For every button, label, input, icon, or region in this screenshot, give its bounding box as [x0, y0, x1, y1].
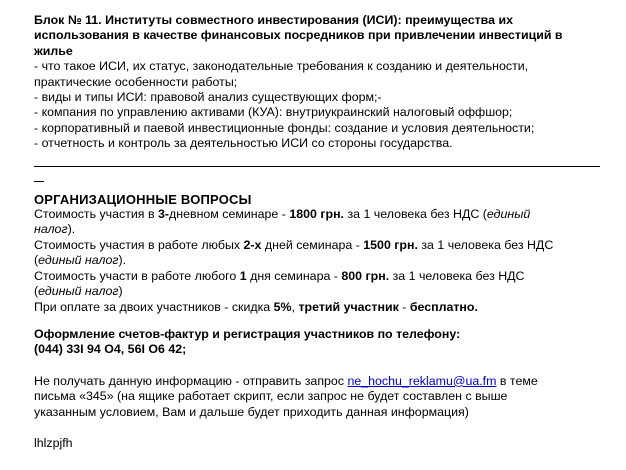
text: дневном семинаре - [169, 207, 290, 222]
text-italic: единый налог [38, 284, 119, 299]
price-value: 800 грн. [341, 268, 390, 283]
text: Не получать данную информацию - отправить запрос [34, 373, 348, 388]
text: в теме [496, 373, 538, 388]
block-title-line: использования в качестве финансовых посредников при привлечении инвестиций в [34, 28, 563, 43]
price-3-day [34, 207, 620, 238]
text: дней семинара - [261, 237, 364, 252]
discount-line [34, 300, 620, 315]
price-2-day [34, 238, 620, 269]
spacer [34, 315, 620, 327]
unsubscribe [34, 374, 620, 420]
text: ). [118, 253, 127, 268]
text: за 1 человека без НДС ( [344, 207, 487, 222]
list-item: - виды и типы ИСИ: правовой анализ существующих форм;- [34, 90, 382, 105]
text: ( [34, 253, 39, 268]
text-italic: единый [486, 207, 531, 222]
list-item: - отчетность и контроль за деятельностью ИСИ со стороны государства. [34, 136, 453, 151]
list-item: практические особенности работы; [34, 74, 238, 89]
text: за 1 человека без НДС [417, 237, 554, 252]
text: ). [67, 222, 76, 237]
discount-value: 5% [273, 299, 292, 314]
horizontal-divider [34, 166, 600, 167]
list-item: - корпоративный и паевой инвестиционные фонды: создание и условия деятельности; [34, 120, 535, 135]
text: письма «345» (на ящике работает скрипт, если запрос не будет составлен с выше [34, 389, 508, 404]
text-bold: 3- [158, 207, 170, 222]
text: При оплате за двоих участников - скидка [34, 299, 274, 314]
text: , [291, 299, 299, 314]
phone-numbers: (044) 33I 94 O4, 56I O6 42; [34, 342, 187, 357]
text: - [398, 299, 410, 314]
text: указанным условием, Вам и дальше будет приходить данная информация) [34, 404, 469, 419]
text-italic: налог [34, 222, 68, 237]
text: дня семинара - [246, 268, 342, 283]
text: за 1 человека без НДС [389, 268, 525, 283]
price-value: 1500 грн. [363, 237, 418, 252]
block-title-line: Блок № 11. Институты совместного инвестирования (ИСИ): преимущества их [34, 13, 513, 27]
text: Стоимость участи в работе любого [34, 268, 240, 283]
block-title-line: жилье [34, 43, 73, 58]
text: ( [34, 284, 39, 299]
list-item: - что такое ИСИ, их статус, законодательные требования к созданию и деятельности, [34, 59, 529, 74]
short-divider [34, 181, 44, 182]
text-italic: единый налог [38, 253, 119, 268]
spacer [34, 358, 620, 374]
org-section-title [34, 192, 620, 207]
block-title [34, 13, 620, 59]
divider-row [34, 152, 620, 167]
text-bold: третий участник [298, 299, 399, 314]
org-title: ОРГАНИЗАЦИОННЫЕ ВОПРОСЫ [34, 191, 252, 207]
text-bold: 2-х [243, 237, 262, 252]
price-value: 1800 грн. [289, 207, 344, 222]
text: ) [118, 284, 123, 299]
footer-code: lhlzpjfh [34, 435, 73, 450]
registration [34, 327, 620, 358]
text: Стоимость участия в [34, 207, 158, 222]
text: Стоимость участия в работе любых [34, 237, 244, 252]
document-body [34, 13, 620, 451]
text-bold: 1 [239, 268, 247, 283]
list-item: - компания по управлению активами (КУА): внутриукраинский налоговый оффшор; [34, 105, 513, 120]
email-link[interactable]: ne_hochu_reklamu@ua.fm [347, 373, 497, 388]
price-1-day [34, 269, 620, 300]
spacer [34, 420, 620, 436]
text-bold: бесплатно. [409, 299, 478, 314]
registration-title: Оформление счетов-фактур и регистрация участников по телефону: [34, 326, 461, 341]
block-items [34, 59, 620, 151]
